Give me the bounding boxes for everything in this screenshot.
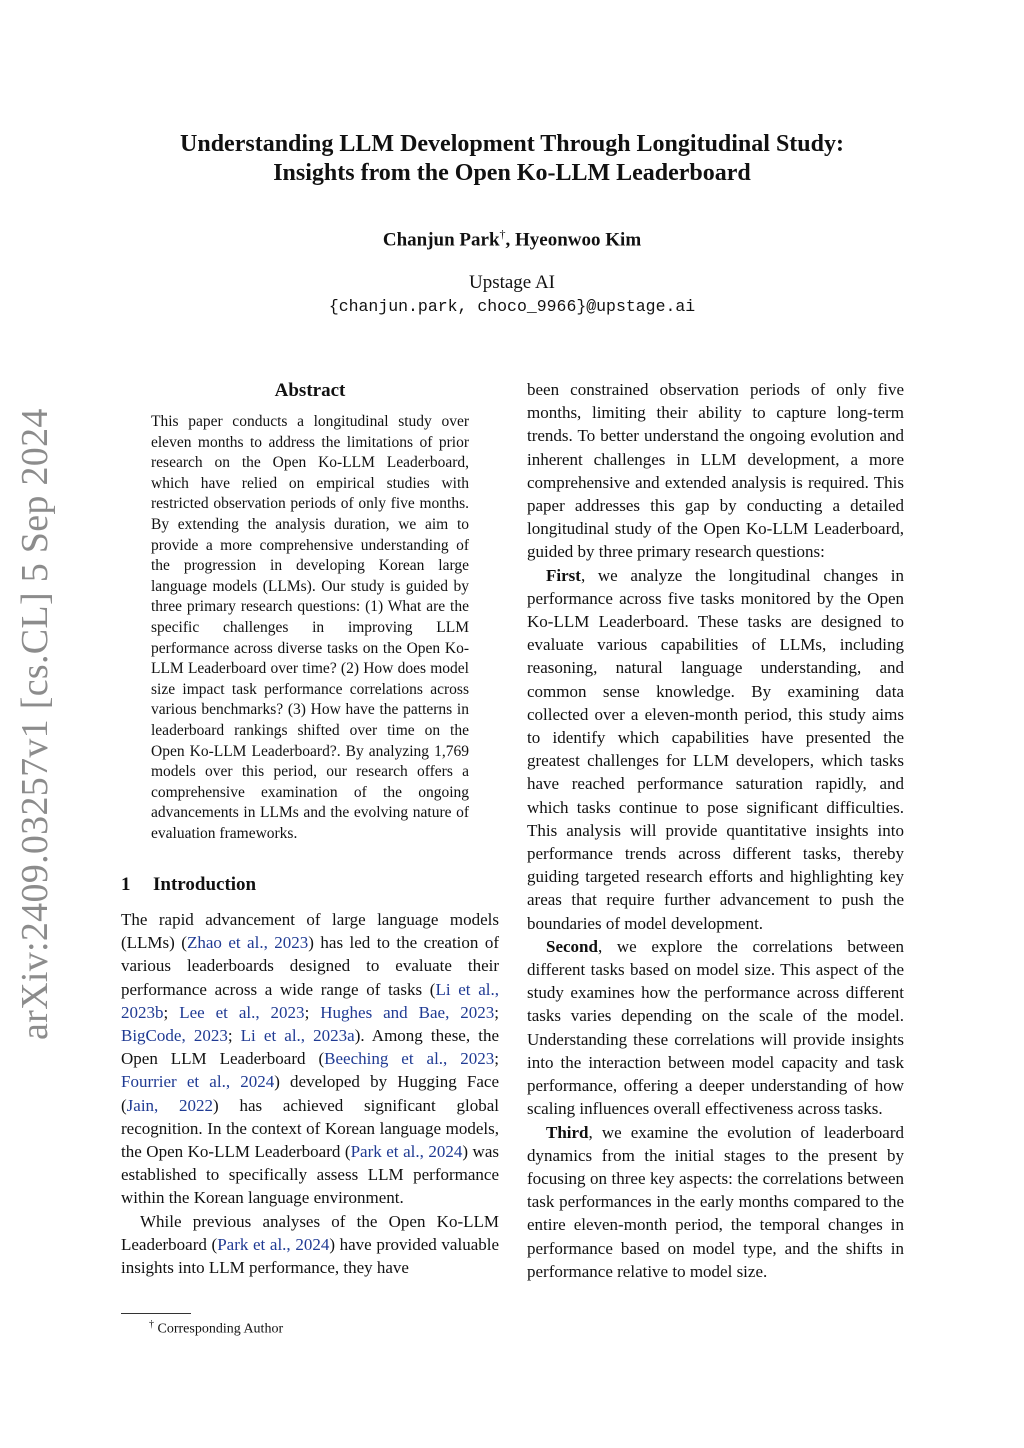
paragraph xyxy=(527,1121,904,1283)
author-separator: , xyxy=(505,229,516,251)
citation-link[interactable]: Zhao et al., 2023 xyxy=(186,933,309,953)
citation-link[interactable]: Lee et al., 2023 xyxy=(179,1002,305,1022)
text-run: ). Among these, the Open LLM Leaderboard ( xyxy=(121,1026,499,1069)
footnote-mark: † xyxy=(149,1319,154,1330)
text-run: , we explore the correlations between different tasks based on model size. This aspect of the study examines how the performance across different tasks varies depending on the scale of the model. Understanding these correlations will provide insights into the interaction between model capacity and task performance, offering a deeper understanding of how scaling influences overall effectiveness across tasks. xyxy=(527,936,904,1119)
text-run: , we examine the evolution of leaderboard dynamics from the initial stages to the present by focusing on three key aspects: the correlations between task performances in the early months compared to the entire eleven-month period, the temporal changes in performance based on model type, and the shifts in performance relative to model size. xyxy=(527,1122,904,1281)
citation-link[interactable]: Jain, 2022 xyxy=(126,1095,214,1115)
text-run: ; xyxy=(163,1002,180,1022)
paragraph-lead: Second xyxy=(546,936,598,956)
section-number: 1 xyxy=(121,874,131,895)
citation-link[interactable]: BigCode, 2023 xyxy=(121,1026,228,1046)
text-run: The rapid advancement of large language models (LLMs) ( xyxy=(121,910,499,953)
footnote-text: Corresponding Author xyxy=(154,1321,284,1337)
paragraph xyxy=(121,1210,499,1280)
author-emails: {chanjun.park, choco_9966}@upstage.ai xyxy=(328,297,696,316)
corresponding-dagger: † xyxy=(499,227,506,241)
text-run: ) have provided valuable insights into LLM performance, they have xyxy=(121,1234,500,1278)
text-run: ; xyxy=(494,1049,499,1069)
citation-link[interactable]: Park et al., 2024 xyxy=(350,1142,463,1162)
right-column-body xyxy=(527,378,904,1283)
text-run: ) was established to specifically assess LLM performance within the Korean language environment. xyxy=(121,1142,499,1208)
text-run: ) developed by Hugging Face ( xyxy=(121,1072,499,1115)
citation-link[interactable]: Hughes and Bae, 2023 xyxy=(320,1002,495,1022)
paragraph xyxy=(527,935,904,1121)
text-run: , we analyze the longitudinal changes in performance across five tasks monitored by the Open Ko-LLM Leaderboard. These tasks are designed to evaluate various capabilities of LLMs, including reasoning, natural language understanding, and common sense knowledge. By examining data collected over a eleven-month period, this study aims to identify which capabilities have presented the greatest challenges for LLM developers, which tasks have reached performance saturation rapidly, and which tasks continue to pose significant difficulties. This analysis will provide quantitative insights into performance trends across different tasks, thereby guiding targeted research efforts and highlighting key areas that require further advancement to push the boundaries of model development. xyxy=(527,565,904,933)
author-name: Hyeonwoo Kim xyxy=(515,229,642,251)
arxiv-identifier-stamp: arXiv:2409.03257v1 [cs.CL] 5 Sep 2024 xyxy=(14,408,56,1040)
footnote-divider xyxy=(121,1313,191,1314)
paper-title xyxy=(120,130,904,188)
citation-link[interactable]: Fourrier et al., 2024 xyxy=(121,1072,275,1092)
footnote xyxy=(149,1315,283,1340)
text-run: ) has achieved significant global recognition. In the context of Korean language models, the Open Ko-LLM Leaderboard ( xyxy=(121,1095,499,1162)
paragraph: been constrained observation periods of only five months, limiting their ability to capture long-term trends. To better understand the ongoing evolution and inherent challenges in LLM development, a more comprehensive and extended analysis is required. This paper addresses this gap by conducting a detailed longitudinal study of the Open Ko-LLM Leaderboard, guided by three primary research questions: xyxy=(527,380,904,562)
left-column-body xyxy=(121,908,499,1279)
text-run: ; xyxy=(304,1002,321,1022)
paragraph-lead: Third xyxy=(546,1122,589,1142)
section-title: Introduction xyxy=(153,874,257,895)
author-list xyxy=(120,220,904,254)
affiliation: Upstage AI xyxy=(468,272,555,293)
abstract-heading: Abstract xyxy=(274,380,346,401)
citation-link[interactable]: Park et al., 2024 xyxy=(217,1234,330,1254)
author-name: Chanjun Park xyxy=(382,229,500,251)
citation-link[interactable]: Beeching et al., 2023 xyxy=(324,1049,495,1069)
citation-link[interactable]: Li et al., 2023b xyxy=(121,979,499,1022)
text-run: While previous analyses of the Open Ko-LLM Leaderboard ( xyxy=(121,1211,499,1254)
text-run: ; xyxy=(227,1026,241,1046)
paragraph-lead: First xyxy=(546,565,581,585)
title-line-1: Understanding LLM Development Through Longitudinal Study: xyxy=(180,131,844,157)
text-run: ) has led to the creation of various leaderboards designed to evaluate their performance across a wide range of tasks ( xyxy=(121,933,500,999)
text-run: ; xyxy=(494,1002,500,1022)
abstract-text: This paper conducts a longitudinal study over eleven months to address the limitations of prior research on the Open Ko-LLM Leaderboard, which have relied on empirical studies with restricted observation periods of only five months. By extending the analysis duration, we aim to provide a more comprehensive understanding of the progression in developing Korean large language models (LLMs). Our study is guided by three primary research questions: (1) What are the specific challenges in improving LLM performance across diverse tasks on the Open Ko-LLM Leaderboard over time? (2) How does model size impact task performance correlations across various benchmarks? (3) How have the patterns in leaderboard rankings shifted over time on the Open Ko-LLM Leaderboard?. By analyzing 1,769 models over this period, our research offers a comprehensive examination of the ongoing advancements in LLMs and the evolving nature of evaluation frameworks. xyxy=(151,413,469,842)
paragraph xyxy=(121,908,499,1210)
title-line-2: Insights from the Open Ko-LLM Leaderboard xyxy=(273,160,751,186)
citation-link[interactable]: Li et al., 2023a xyxy=(240,1026,355,1046)
section-heading-introduction xyxy=(121,872,256,898)
paragraph xyxy=(527,564,904,935)
